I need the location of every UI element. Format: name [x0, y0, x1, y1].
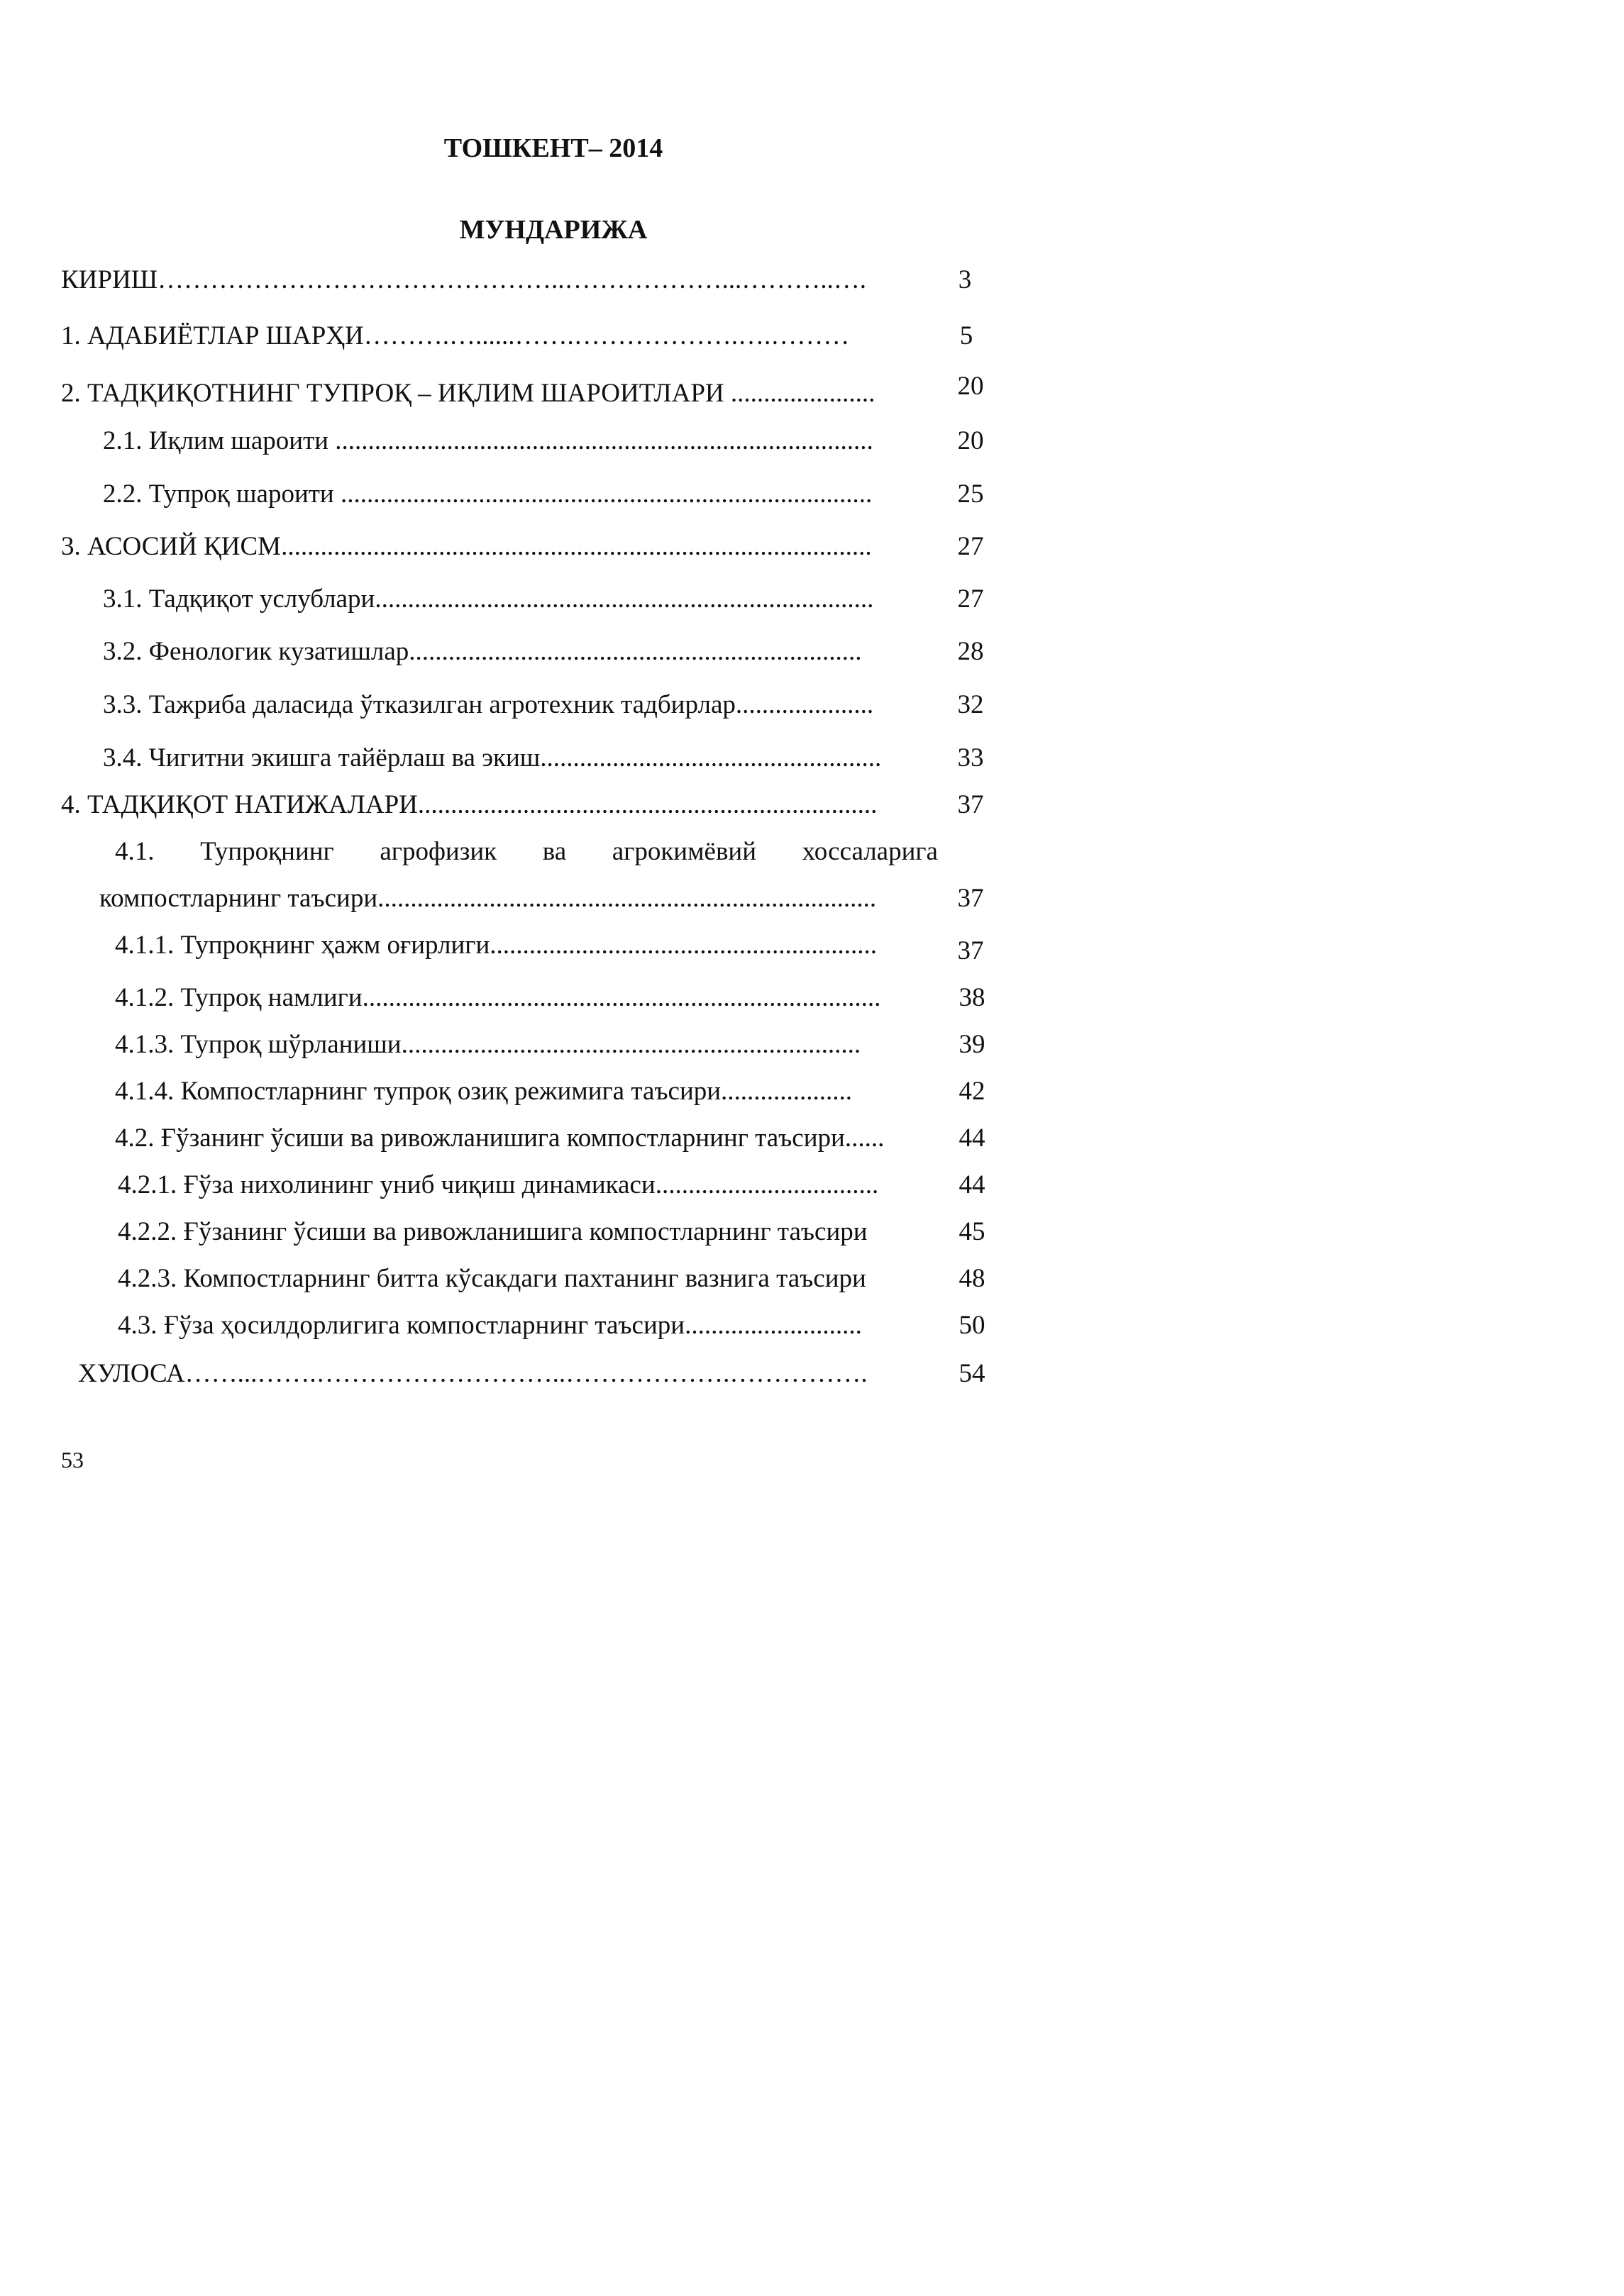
toc-entry-page: 20 — [957, 426, 984, 455]
heading-word: хоссаларига — [802, 837, 938, 866]
page-number: 53 — [61, 1447, 84, 1473]
toc-entry-page: 37 — [957, 884, 984, 913]
toc-entry-text: 2. ТАДҚИҚОТНИНГ ТУПРОҚ – ИҚЛИМ ШАРОИТЛАРИ ...................... — [61, 379, 875, 408]
toc-entry-text: 2.2. Тупроқ шароити ................................................................................. — [103, 479, 873, 509]
toc-entry-page: 27 — [957, 584, 984, 614]
toc-entry-text: 3.4. Чигитни экишга тайёрлаш ва экиш.................................................... — [103, 743, 882, 772]
toc-entry-text: 4.1.2. Тупроқ намлиги............................................................................... — [115, 983, 881, 1012]
heading-word: Тупроқнинг — [200, 837, 334, 866]
toc-entry-text: компостларнинг таъсири............................................................................ — [99, 884, 877, 913]
toc-entry-page: 25 — [957, 479, 984, 509]
toc-entry-page: 37 — [957, 790, 984, 819]
toc-entry-text: 4.1.3. Тупроқ шўрланиши...................................................................... — [115, 1030, 861, 1059]
toc-entry-text: 1. АДАБИЁТЛАР ШАРҲИ……….…......…….……………….….……… — [61, 321, 850, 350]
toc-entry-page: 32 — [957, 690, 984, 719]
toc-entry-text: 4.2. Ғўзанинг ўсиши ва ривожланишига компостларнинг таъсири...... — [115, 1124, 885, 1153]
toc-entry-text: 4.2.1. Ғўза нихолининг униб чиқиш динамикаси.................................. — [118, 1170, 879, 1199]
toc-entry-page: 39 — [959, 1030, 985, 1059]
heading-word: ва — [542, 837, 567, 866]
toc-entry-text: 2.1. Иқлим шароити .................................................................................. — [103, 426, 873, 455]
toc-entry-page: 44 — [959, 1170, 985, 1199]
toc-entry-page: 20 — [957, 372, 984, 401]
toc-entry-page: 37 — [957, 936, 984, 965]
toc-entry-text: 4.1.4. Компостларнинг тупроқ озиқ режимига таъсири.................... — [115, 1077, 853, 1106]
toc-entry-page: 38 — [959, 983, 985, 1012]
heading-word: агрокимёвий — [612, 837, 757, 866]
heading-word: 4.1. — [115, 837, 155, 866]
toc-entry-page: 50 — [959, 1311, 985, 1340]
toc-entry-text: 3.2. Фенологик кузатишлар..................................................................... — [103, 637, 862, 666]
toc-entry-page: 5 — [959, 321, 973, 350]
toc-entry-text: 3.3. Тажриба даласида ўтказилган агротехник тадбирлар..................... — [103, 690, 874, 719]
toc-entry-text: 3. АСОСИЙ ҚИСМ.......................................................................................... — [61, 532, 872, 561]
toc-entry-page: 27 — [957, 532, 984, 561]
toc-entry-page: 42 — [959, 1077, 985, 1106]
toc-entry-text: КИРИШ………………………………………..………………...………..…. — [61, 265, 867, 294]
toc-entry-text: 4.2.3. Компостларнинг битта кўсакдаги пахтанинг вазнига таъсири — [118, 1264, 866, 1293]
toc-entry-page: 33 — [957, 743, 984, 772]
toc-entry-page: 3 — [958, 265, 972, 294]
toc-entry-page: 54 — [959, 1359, 985, 1388]
toc-entry-page: 48 — [959, 1264, 985, 1293]
toc-wrapped-heading — [115, 838, 938, 865]
heading-word: агрофизик — [380, 837, 497, 866]
toc-entry-page: 45 — [959, 1217, 985, 1246]
toc-entry-text: 4.2.2. Ғўзанинг ўсиши ва ривожланишига компостларнинг таъсири — [118, 1217, 868, 1246]
city-year-heading: ТОШКЕНТ– 2014 — [443, 133, 663, 163]
toc-entry-text: 3.1. Тадқиқот услублари............................................................................ — [103, 584, 874, 614]
toc-entry-page: 28 — [957, 637, 984, 666]
toc-title: МУНДАРИЖА — [459, 215, 648, 245]
toc-entry-text: ХУЛОСА……...…….………………………..……………….……………. — [78, 1359, 868, 1388]
toc-entry-text: 4. ТАДҚИҚОТ НАТИЖАЛАРИ...................................................................... — [61, 790, 878, 819]
toc-entry-page: 44 — [959, 1124, 985, 1153]
toc-entry-text: 4.1.1. Тупроқнинг ҳажм оғирлиги........................................................... — [115, 931, 877, 960]
toc-entry-text: 4.3. Ғўза ҳосилдорлигига компостларнинг таъсири........................... — [118, 1311, 862, 1340]
